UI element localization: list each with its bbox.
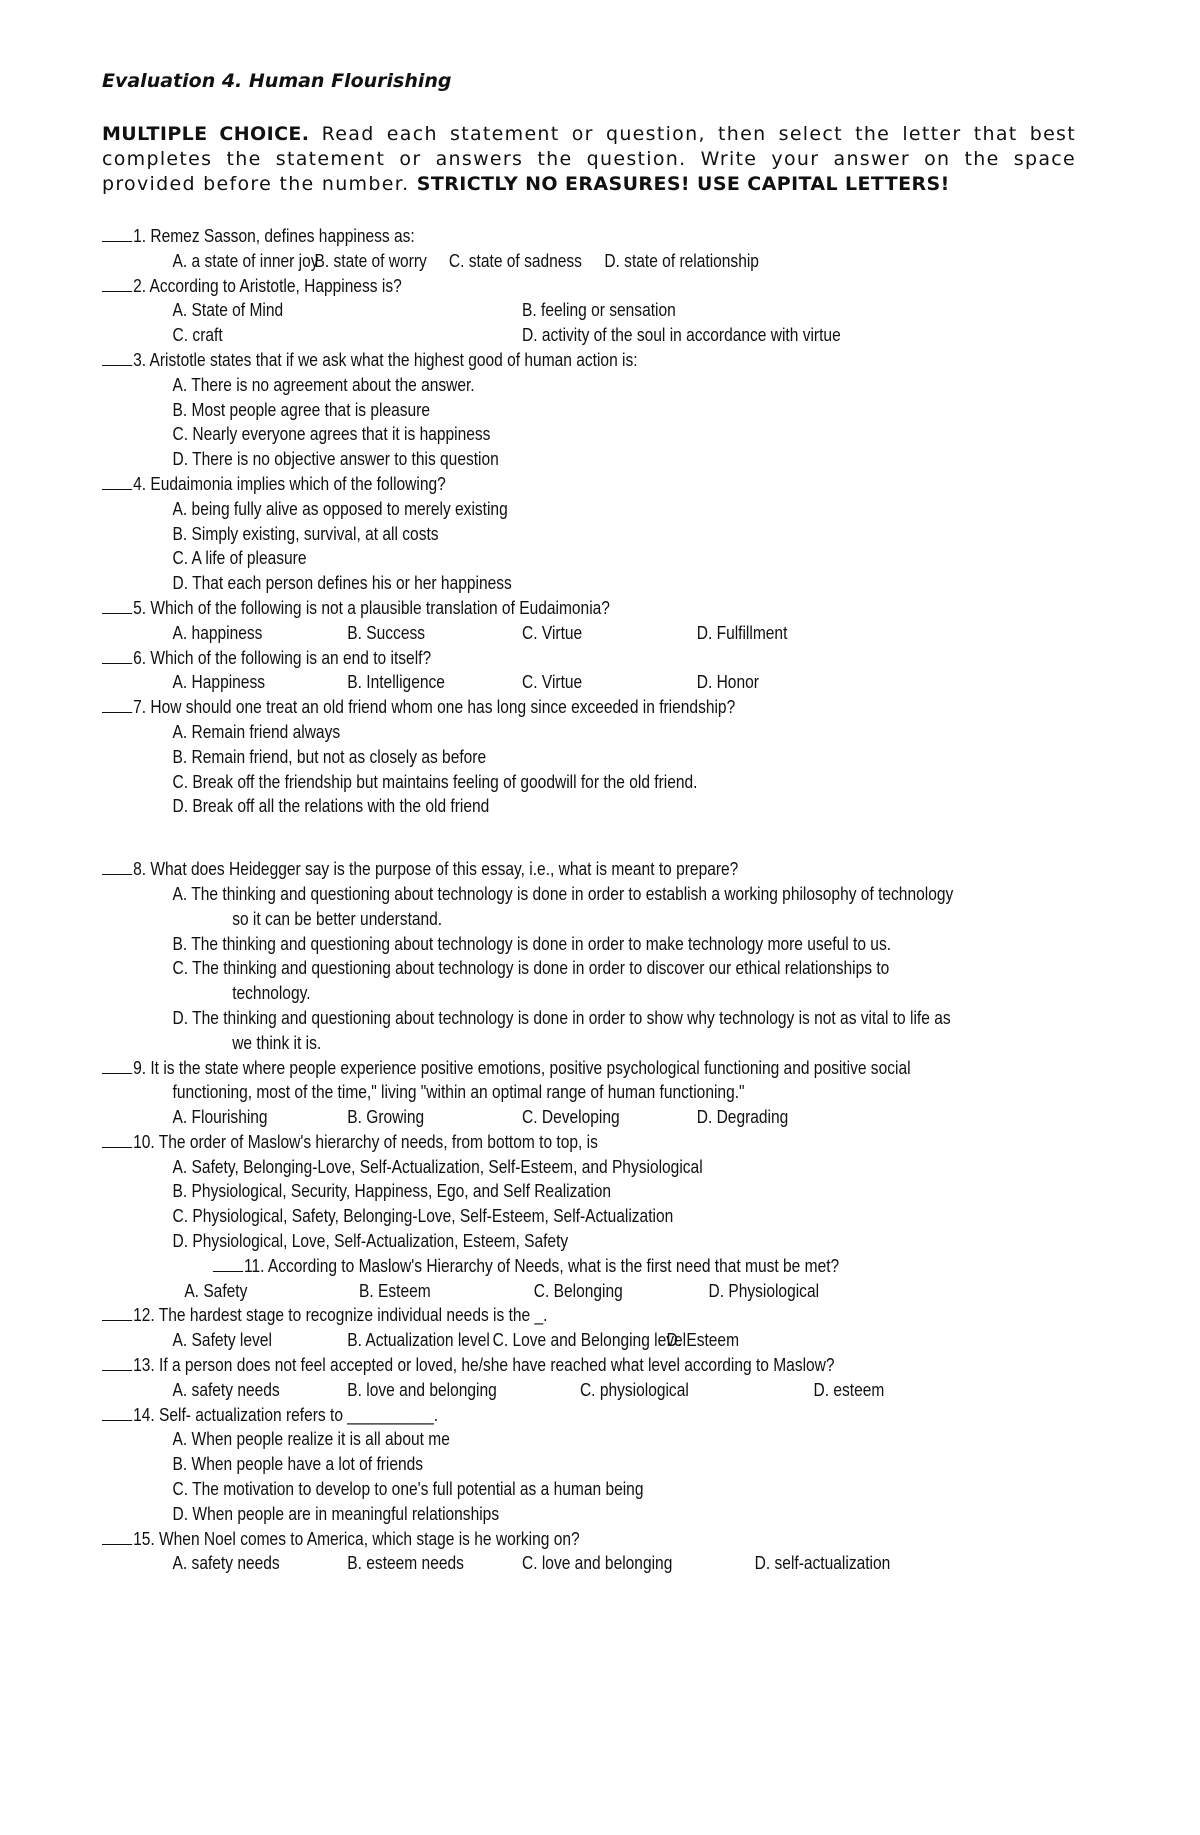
choices-row (102, 1378, 942, 1403)
choice-a: A. Happiness (172, 671, 265, 693)
choice-c: C. Physiological, Safety, Belonging-Love, Self-Esteem, Self-Actualization (172, 1205, 674, 1227)
choice-c: C. physiological (579, 1378, 689, 1400)
choice-a: A. Safety level (172, 1329, 272, 1351)
choice-c: C. love and belonging (522, 1552, 673, 1574)
question-12: 12. The hardest stage to recognize individual needs is the _. (102, 1303, 942, 1328)
choice-d: D. esteem (813, 1378, 885, 1400)
choice-d: D. Physiological, Love, Self-Actualization, Esteem, Safety (172, 1230, 569, 1252)
choice-d: D. activity of the soul in accordance with virtue (522, 324, 841, 346)
choice-b: B. esteem needs (347, 1552, 464, 1574)
answer-blank[interactable] (213, 1254, 243, 1272)
choice-c: C. state of sadness (448, 249, 582, 271)
choice-a: A. Remain friend always (172, 720, 341, 742)
choices-row (102, 670, 942, 695)
choice-a: A. The thinking and questioning about technology is done in order to establish a working philosophy of technology (172, 882, 954, 904)
question-6: 6. Which of the following is an end to itself? (102, 646, 942, 671)
question-15: 15. When Noel comes to America, which stage is he working on? (102, 1527, 942, 1552)
choices-row (102, 1328, 942, 1353)
choice-d: D. There is no objective answer to this question (172, 448, 499, 470)
choice-c: C. Developing (522, 1106, 620, 1128)
question-1: 1. Remez Sasson, defines happiness as: (102, 224, 942, 249)
choice-a: A. being fully alive as opposed to merely existing (172, 497, 508, 519)
question-4: 4. Eudaimonia implies which of the following? (102, 472, 942, 497)
question-list (102, 224, 954, 1576)
question-2: 2. According to Aristotle, Happiness is? (102, 274, 942, 299)
question-10: 10. The order of Maslow's hierarchy of needs, from bottom to top, is (102, 1130, 942, 1155)
choice-d-continued: we think it is. (232, 1031, 322, 1053)
question-3: 3. Aristotle states that if we ask what the highest good of human action is: (102, 348, 942, 373)
choices-row (102, 323, 942, 348)
choice-b: B. Growing (347, 1106, 425, 1128)
question-7: 7. How should one treat an old friend whom one has long since exceeded in friendship? (102, 695, 942, 720)
choice-d: D. Break off all the relations with the old friend (172, 795, 490, 817)
question-5: 5. Which of the following is not a plausible translation of Eudaimonia? (102, 596, 942, 621)
question-8: 8. What does Heidegger say is the purpose of this essay, i.e., what is meant to prepare? (102, 857, 942, 882)
spacer (102, 819, 942, 857)
instructions-body: Read each statement or question, then select the letter that best completes the statement or answers the question. Write your answer on the space provided before the number. (102, 123, 1077, 195)
answer-blank[interactable] (102, 1527, 132, 1545)
choice-a: A. Safety (184, 1279, 248, 1301)
question-14: 14. Self- actualization refers to __________. (102, 1403, 942, 1428)
choice-a: A. happiness (172, 621, 263, 643)
choice-a: A. Flourishing (172, 1106, 268, 1128)
choice-b: B. Actualization level (347, 1329, 490, 1351)
choice-c: C. The thinking and questioning about technology is done in order to discover our ethical relationships to (172, 957, 890, 979)
choice-b: B. When people have a lot of friends (172, 1453, 424, 1475)
answer-blank[interactable] (102, 646, 132, 664)
question-13: 13. If a person does not feel accepted or loved, he/she have reached what level according to Maslow? (102, 1353, 942, 1378)
answer-blank[interactable] (102, 274, 132, 292)
choice-a: A. safety needs (172, 1552, 280, 1574)
answer-blank[interactable] (102, 1353, 132, 1371)
choice-d: D. Honor (696, 671, 759, 693)
choices-row (102, 621, 942, 646)
choice-d: D. Degrading (696, 1106, 789, 1128)
choice-b: B. love and belonging (347, 1378, 497, 1400)
choices-row (102, 1279, 942, 1304)
choice-b: B. Most people agree that is pleasure (172, 398, 430, 420)
choice-a-continued: so it can be better understand. (232, 907, 443, 929)
choice-a: A. safety needs (172, 1378, 280, 1400)
choice-d: D. When people are in meaningful relationships (172, 1502, 500, 1524)
choice-d: D. Fulfillment (696, 621, 788, 643)
answer-blank[interactable] (102, 1056, 132, 1074)
choice-a: A. There is no agreement about the answer. (172, 373, 475, 395)
choice-c: C. Virtue (522, 671, 583, 693)
choice-b: B. Intelligence (347, 671, 445, 693)
question-9: 9. It is the state where people experience positive emotions, positive psychological functioning and positive social (102, 1056, 942, 1081)
answer-blank[interactable] (102, 1303, 132, 1321)
document-title: Evaluation 4. Human Flourishing (102, 70, 452, 92)
instructions (102, 122, 1076, 197)
choice-c: C. Break off the friendship but maintains feeling of goodwill for the old friend. (172, 770, 698, 792)
choice-b: B. Remain friend, but not as closely as before (172, 745, 487, 767)
choices-row (102, 1551, 942, 1576)
choice-b: B. Esteem (359, 1279, 431, 1301)
choice-b: B. Simply existing, survival, at all costs (172, 522, 439, 544)
choice-b: B. Physiological, Security, Happiness, Ego, and Self Realization (172, 1180, 612, 1202)
choice-a: A. When people realize it is all about me (172, 1428, 450, 1450)
choice-d: D. That each person defines his or her happiness (172, 572, 512, 594)
choice-b: B. Success (347, 621, 426, 643)
choice-b: B. state of worry (314, 249, 427, 271)
answer-blank[interactable] (102, 695, 132, 713)
choice-c: C. A life of pleasure (172, 547, 307, 569)
choice-c: C. craft (172, 324, 223, 346)
instructions-emphasis: STRICTLY NO ERASURES! USE CAPITAL LETTERS! (416, 173, 950, 195)
choice-c: C. Virtue (522, 621, 583, 643)
question-11: 11. According to Maslow's Hierarchy of Needs, what is the first need that must be met? (102, 1254, 942, 1279)
choice-c: C. Love and Belonging level (492, 1329, 687, 1351)
choices-row (102, 298, 942, 323)
choice-d: D. Physiological (708, 1279, 820, 1301)
choice-d: D. The thinking and questioning about technology is done in order to show why technology is not as vital to life as (172, 1006, 951, 1028)
choice-a: A. a state of inner joy (172, 249, 319, 271)
choice-d: D. Esteem (666, 1329, 740, 1351)
answer-blank[interactable] (102, 596, 132, 614)
choices-row (102, 249, 942, 274)
choice-c: C. The motivation to develop to one's full potential as a human being (172, 1478, 644, 1500)
answer-blank[interactable] (102, 224, 132, 242)
choice-d: D. self-actualization (754, 1552, 891, 1574)
choice-c: C. Nearly everyone agrees that it is happiness (172, 423, 491, 445)
choice-a: A. Safety, Belonging-Love, Self-Actualization, Self-Esteem, and Physiological (172, 1155, 703, 1177)
answer-blank[interactable] (102, 348, 132, 366)
answer-blank[interactable] (102, 857, 132, 875)
choice-b: B. feeling or sensation (522, 299, 676, 321)
choices-row (102, 1105, 942, 1130)
answer-blank[interactable] (102, 1403, 132, 1421)
answer-blank[interactable] (102, 1130, 132, 1148)
choice-c-continued: technology. (232, 982, 311, 1004)
choice-a: A. State of Mind (172, 299, 284, 321)
choice-b: B. The thinking and questioning about technology is done in order to make technology more useful to us. (172, 932, 892, 954)
instructions-lead: MULTIPLE CHOICE. (102, 123, 310, 145)
answer-blank[interactable] (102, 472, 132, 490)
choice-d: D. state of relationship (604, 249, 759, 271)
choice-c: C. Belonging (533, 1279, 623, 1301)
question-9-continued: functioning, most of the time," living "within an optimal range of human functioning." (172, 1081, 745, 1103)
